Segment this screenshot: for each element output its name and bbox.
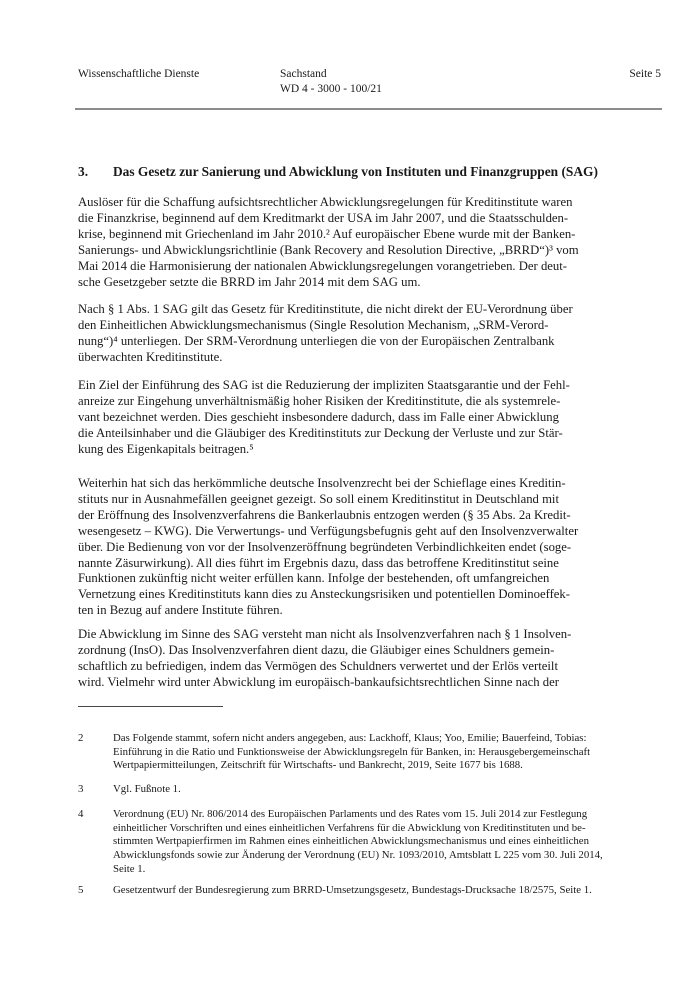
footnote-text xyxy=(113,884,592,898)
text-line: zordnung (InsO). Das Insolvenzverfahren dient dazu, die Gläubiger eines Schuldners gemein- xyxy=(78,642,555,657)
text-line: Abwicklungsfonds sowie zur Änderung der Verordnung (EU) Nr. 1093/2010, Amtsblatt L 225 vom 30. Juli 2014, xyxy=(113,849,603,862)
paragraph xyxy=(78,476,678,619)
footnote-number: 4 xyxy=(78,808,84,820)
text-line: den Einheitlichen Abwicklungsmechanismus (Single Resolution Mechanism, „SRM-Verord- xyxy=(78,317,549,332)
text-line: überwachten Kreditinstitute. xyxy=(78,349,223,364)
text-line: sche Gesetzgeber setzte die BRRD im Jahr 2014 mit dem SAG um. xyxy=(78,274,421,289)
header-organization: Wissenschaftliche Dienste xyxy=(78,68,200,80)
text-line: der Eröffnung des Insolvenzverfahrens die Bankerlaubnis entzogen werden (§ 35 Abs. 2a Kredit- xyxy=(78,507,571,522)
header-divider-rule xyxy=(75,108,662,110)
header-doc-number: WD 4 - 3000 - 100/21 xyxy=(280,83,382,95)
text-line: die Finanzkrise, beginnend auf dem Kreditmarkt der USA im Jahr 2007, und die Staatsschulden- xyxy=(78,210,569,225)
text-line: Die Abwicklung im Sinne des SAG versteht man nicht als Insolvenzverfahren nach § 1 Insolven- xyxy=(78,627,572,641)
footnote-separator-rule xyxy=(78,706,223,707)
text-line: einheitlicher Vorschriften und eines einheitlichen Verfahrens für die Abwicklung von Kreditinstituten und be- xyxy=(113,821,586,834)
text-line: Nach § 1 Abs. 1 SAG gilt das Gesetz für Kreditinstitute, die nicht direkt der EU-Verordnung über xyxy=(78,302,573,316)
footnote-number: 3 xyxy=(78,783,84,795)
text-line: krise, beginnend mit Griechenland im Jahr 2010.² Auf europäischer Ebene wurde mit der Banken- xyxy=(78,226,576,241)
text-line: kung des Eigenkapitals beitragen.⁵ xyxy=(78,441,254,456)
text-line: Auslöser für die Schaffung aufsichtsrechtlicher Abwicklungsregelungen für Kreditinstitute waren xyxy=(78,195,573,209)
text-line: wesengesetz – KWG). Die Verwertungs- und Verfügungsbefugnis geht auf den Insolvenzverwalter xyxy=(78,523,579,538)
text-line: Funktionen zukünftig nicht weiter erfüllen kann. Infolge der bestehenden, oft umfangreichen xyxy=(78,571,550,586)
text-line: Ein Ziel der Einführung des SAG ist die Reduzierung der impliziten Staatsgarantie und der Fehl- xyxy=(78,378,570,392)
footnote-number: 2 xyxy=(78,732,84,744)
footnote xyxy=(78,783,678,797)
footnote-text xyxy=(113,732,590,773)
text-line: Vgl. Fußnote 1. xyxy=(113,783,181,795)
paragraph xyxy=(78,302,678,366)
footnote xyxy=(78,808,678,877)
paragraph xyxy=(78,195,678,290)
text-line: stimmten Wertpapierfirmen im Rahmen eines einheitlichen Abwicklungsmechanismus und eines einheitlichen xyxy=(113,835,589,848)
section-number: 3. xyxy=(78,164,89,179)
text-line: Das Folgende stammt, sofern nicht anders angegeben, aus: Lackhoff, Klaus; Yoo, Emilie; Bauerfeind, Tobias: xyxy=(113,732,587,744)
text-line: nannte Zäsurwirkung). All dies führt im Ergebnis dazu, dass das betroffene Kreditinstitut seine xyxy=(78,555,559,570)
text-line: nung“)⁴ unterliegen. Der SRM-Verordnung unterliegen die von der Europäischen Zentralbank xyxy=(78,333,555,348)
header-page-number: Seite 5 xyxy=(629,68,661,80)
text-line: wird. Vielmehr wird unter Abwicklung im europäisch-bankaufsichtsrechtlichen Sinne nach der xyxy=(78,674,559,689)
section-heading xyxy=(78,164,668,180)
text-line: Mai 2014 die Harmonisierung der nationalen Abwicklungsregelungen vorangetrieben. Der deut- xyxy=(78,258,568,273)
text-line: vant bezeichnet werden. Dies geschieht insbesondere dadurch, dass im Falle einer Abwicklung xyxy=(78,409,559,424)
text-line: Weiterhin hat sich das herkömmliche deutsche Insolvenzrecht bei der Schieflage eines Kreditin- xyxy=(78,476,566,490)
text-line: stituts nur in Ausnahmefällen geeignet gezeigt. So soll einem Kreditinstitut in Deutschland mit xyxy=(78,491,559,506)
footnote-text xyxy=(113,783,181,797)
text-line: Einführung in die Ratio und Funktionsweise der Abwicklungsregeln für Banken, in: Herausgebergemeinschaft xyxy=(113,745,591,758)
footnote xyxy=(78,884,678,898)
text-line: Seite 1. xyxy=(113,862,146,875)
text-line: Verordnung (EU) Nr. 806/2014 des Europäischen Parlaments und des Rates vom 15. Juli 2014 zur Festlegung xyxy=(113,808,588,820)
footnote xyxy=(78,732,678,773)
text-line: über. Die Bedienung von vor der Insolvenzeröffnung begründeten Verbindlichkeiten endet (soge- xyxy=(78,539,572,554)
text-line: Vernetzung eines Kreditinstituts kann dies zu Ansteckungsrisiken und potentiellen Dominoeffek- xyxy=(78,587,571,602)
paragraph xyxy=(78,627,678,691)
text-line: Wertpapiermitteilungen, Zeitschrift für Wirtschafts- und Bankrecht, 2019, Seite 1677 bis 1688. xyxy=(113,759,523,772)
text-line: schaftlich zu befriedigen, indem das Vermögen des Schuldners verwertet und der Erlös verteilt xyxy=(78,658,558,673)
text-line: die Anteilsinhaber und die Gläubiger des Kreditinstituts zur Deckung der Verluste und zur Stär- xyxy=(78,425,563,440)
paragraph xyxy=(78,378,678,458)
footnote-number: 5 xyxy=(78,884,84,896)
footnote-text xyxy=(113,808,603,877)
text-line: Gesetzentwurf der Bundesregierung zum BRRD-Umsetzungsgesetz, Bundestags-Drucksache 18/2575, Seite 1. xyxy=(113,884,592,896)
header-doc-info xyxy=(280,67,382,97)
text-line: Sanierungs- und Abwicklungsrichtlinie (Bank Recovery and Resolution Directive, „BRRD“)³ vom xyxy=(78,242,579,257)
text-line: anreize zur Eingehung unverhältnismäßig hoher Risiken der Kreditinstitute, die als systemrele- xyxy=(78,393,561,408)
section-title: Das Gesetz zur Sanierung und Abwicklung von Instituten und Finanzgruppen (SAG) xyxy=(113,164,598,179)
text-line: ten in Bezug auf andere Institute führen. xyxy=(78,603,283,618)
header-doc-type: Sachstand xyxy=(280,68,327,80)
